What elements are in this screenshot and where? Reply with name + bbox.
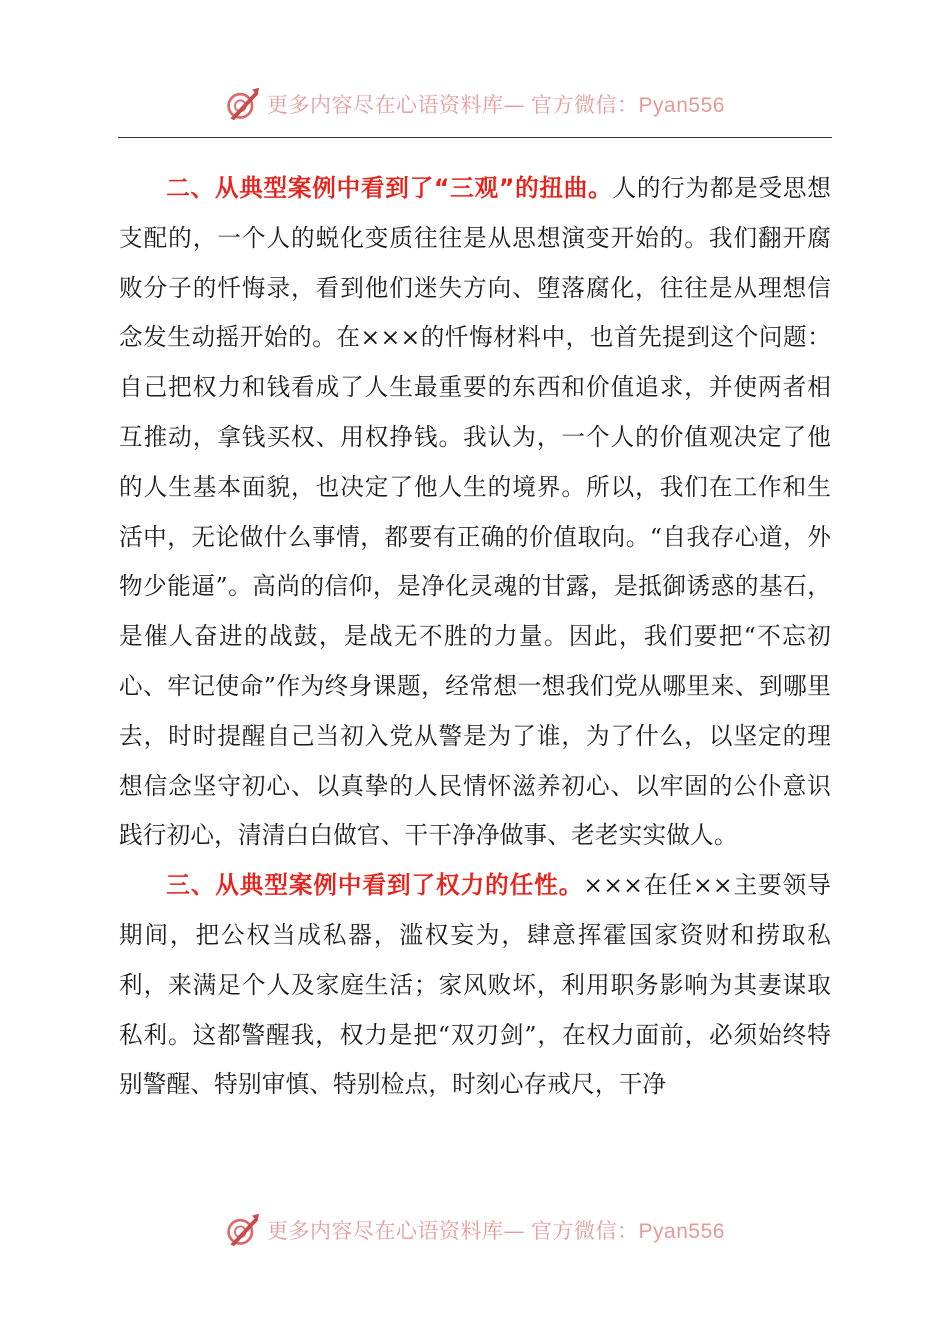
watermark-header xyxy=(0,84,950,124)
section-heading-three: 三、从典型案例中看到了权力的任性。 xyxy=(166,871,584,900)
paragraph-two-body: 人的行为都是受思想支配的，一个人的蜕化变质往往是从思想演变开始的。我们翻开腐败分子的忏悔录，看到他们迷失方向、堕落腐化，往往是从理想信念发生动摇开始的。在×××的忏悔材料中，也首先提到这个问题：自己把权力和钱看成了人生最重要的东西和价值追求，并使两者相互推动，拿钱买权、用权挣钱。我认为，一个人的价值观决定了他的人生基本面貌，也决定了他人生的境界。所以，我们在工作和生活中，无论做什么事情，都要有正确的价值取向。“自我存心道，外物少能逼”。高尚的信仰，是净化灵魂的甘露，是抵御诱惑的基石，是催人奋进的战鼓，是战无不胜的力量。因此，我们要把“不忘初心、牢记使命”作为终身课题，经常想一想我们党从哪里来、到哪里去，时时提醒自己当初入党从警是为了谁，为了什么，以坚定的理想信念坚守初心、以真挚的人民情怀滋养初心、以牢固的公仆意识践行初心，清清白白做官、干干净净做事、老老实实做人。 xyxy=(119,174,831,850)
paragraph-three xyxy=(119,861,831,1110)
watermark-wechat: 官方微信：Pyan556 xyxy=(531,1220,725,1243)
section-heading-two: 二、从典型案例中看到了“三观”的扭曲。 xyxy=(166,174,613,202)
document-body xyxy=(119,164,831,1110)
watermark-text: 更多内容尽在心语资料库— xyxy=(267,93,526,117)
watermark-wechat: 官方微信：Pyan556 xyxy=(531,94,725,117)
pen-logo-icon xyxy=(225,1212,261,1248)
watermark-text: 更多内容尽在心语资料库— xyxy=(267,1219,526,1243)
watermark-footer xyxy=(0,1210,950,1250)
pen-logo-icon xyxy=(225,86,261,122)
paragraph-three-body: ×××在任××主要领导期间，把公权当成私器，滥权妄为，肆意挥霍国家资财和捞取私利，来满足个人及家庭生活；家风败坏，利用职务影响为其妻谋取私利。这都警醒我，权力是把“双刃剑”，在权力面前，必须始终特别警醒、特别审慎、特别检点，时刻心存戒尺，干净 xyxy=(119,871,832,1099)
paragraph-two xyxy=(119,164,831,861)
header-divider xyxy=(118,137,832,138)
